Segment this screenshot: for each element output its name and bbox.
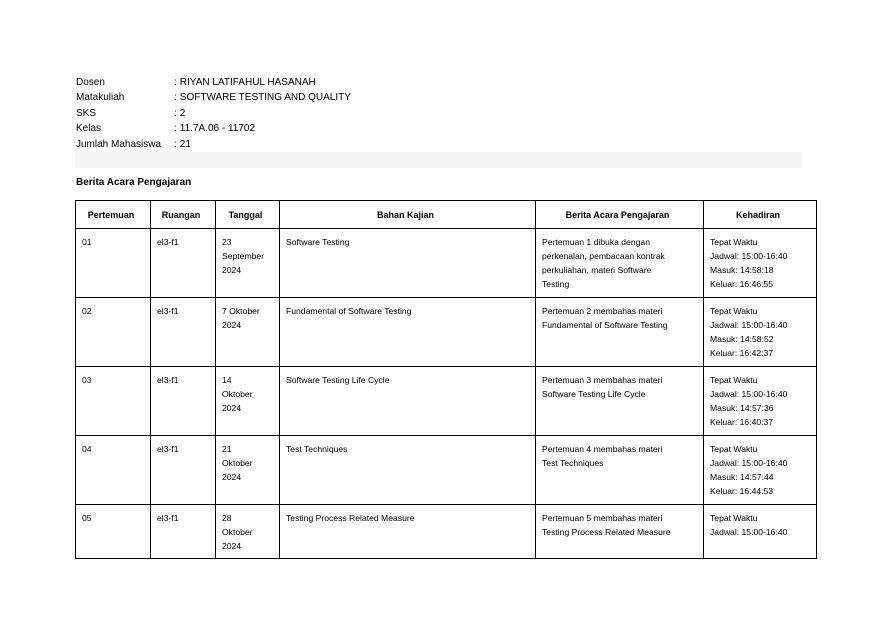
info-label: Matakuliah	[76, 92, 125, 104]
cell-line: Keluar: 16:44:53	[710, 486, 774, 496]
cell-line: 21	[222, 444, 232, 454]
cell-line: Tepat Waktu	[710, 375, 758, 385]
cell-line: Masuk: 14:57:44	[710, 472, 774, 482]
cell-line: Testing	[542, 279, 570, 289]
cell-line: 02	[82, 306, 92, 316]
cell-bahan-kajian	[280, 298, 536, 367]
cell-bahan-kajian	[280, 229, 536, 298]
cell-line: 2024	[222, 472, 242, 482]
info-row-kelas	[76, 121, 351, 136]
cell-pertemuan	[76, 367, 151, 436]
cell-line: 7 Oktober	[222, 306, 260, 316]
column-header-tanggal: Tanggal	[216, 201, 280, 229]
cell-line: 28	[222, 513, 232, 523]
cell-line: Keluar: 16:42:37	[710, 348, 774, 358]
cell-line: Oktober	[222, 527, 253, 537]
cell-kehadiran	[704, 229, 817, 298]
cell-line: Keluar: 16:40:37	[710, 417, 774, 427]
cell-kehadiran	[704, 436, 817, 505]
table-row	[76, 505, 817, 559]
info-row-sks	[76, 106, 351, 121]
cell-kehadiran	[704, 505, 817, 559]
table-row	[76, 436, 817, 505]
cell-line: Keluar: 16:46:55	[710, 279, 774, 289]
cell-berita-acara	[536, 367, 704, 436]
info-separator: :	[174, 138, 177, 150]
cell-line: 04	[82, 444, 92, 454]
cell-ruangan	[151, 298, 216, 367]
cell-pertemuan	[76, 436, 151, 505]
info-value: 11.7A.06 - 11702	[179, 123, 256, 135]
cell-line: Oktober	[222, 389, 253, 399]
info-value: RIYAN LATIFAHUL HASANAH	[179, 77, 316, 88]
cell-kehadiran	[704, 298, 817, 367]
cell-line: Pertemuan 1 dibuka dengan	[542, 237, 650, 247]
cell-line: 2024	[222, 320, 242, 330]
cell-line: perkenalan, pembacaan kontrak	[542, 251, 665, 261]
cell-berita-acara	[536, 298, 704, 367]
cell-line: Test Techniques	[286, 444, 348, 454]
info-row-matakuliah	[76, 90, 351, 105]
info-separator: :	[174, 92, 177, 104]
cell-line: Fundamental of Software Testing	[286, 306, 412, 316]
cell-line: Test Techniques	[542, 458, 604, 468]
cell-pertemuan	[76, 229, 151, 298]
cell-ruangan	[151, 229, 216, 298]
info-value: SOFTWARE TESTING AND QUALITY	[179, 92, 351, 104]
course-info	[76, 75, 351, 152]
cell-line: Testing Process Related Measure	[286, 513, 415, 523]
cell-line: 01	[82, 237, 92, 247]
cell-line: 23	[222, 237, 232, 247]
cell-tanggal	[216, 229, 280, 298]
column-header-kehadiran: Kehadiran	[704, 201, 817, 229]
cell-line: Jadwal: 15:00-16:40	[710, 389, 788, 399]
cell-tanggal	[216, 298, 280, 367]
info-separator: :	[174, 123, 177, 135]
info-label: Kelas	[76, 123, 102, 135]
cell-line: el3-f1	[157, 513, 179, 523]
cell-ruangan	[151, 436, 216, 505]
cell-bahan-kajian	[280, 367, 536, 436]
table-row	[76, 229, 817, 298]
section-divider-band	[75, 152, 803, 168]
cell-berita-acara	[536, 505, 704, 559]
cell-pertemuan	[76, 505, 151, 559]
info-label: SKS	[76, 107, 97, 119]
cell-line: Software Testing Life Cycle	[286, 375, 390, 385]
cell-ruangan	[151, 505, 216, 559]
table-body	[76, 229, 817, 559]
cell-tanggal	[216, 505, 280, 559]
info-label: Jumlah Mahasiswa	[76, 138, 162, 150]
cell-line: September	[222, 251, 265, 261]
table-header-row	[76, 201, 817, 229]
table-row	[76, 367, 817, 436]
cell-line: 03	[82, 375, 92, 385]
cell-line: el3-f1	[157, 444, 179, 454]
cell-line: Pertemuan 4 membahas materi	[542, 444, 663, 454]
cell-kehadiran	[704, 367, 817, 436]
cell-line: Pertemuan 2 membahas materi	[542, 306, 663, 316]
cell-line: 14	[222, 375, 232, 385]
info-label: Dosen	[76, 77, 105, 88]
cell-berita-acara	[536, 436, 704, 505]
cell-line: el3-f1	[157, 237, 179, 247]
cell-line: Pertemuan 3 membahas materi	[542, 375, 663, 385]
cell-line: Tepat Waktu	[710, 513, 758, 523]
cell-berita-acara	[536, 229, 704, 298]
cell-line: Pertemuan 5 membahas materi	[542, 513, 663, 523]
cell-line: Jadwal: 15:00-16:40	[710, 251, 788, 261]
cell-bahan-kajian	[280, 505, 536, 559]
cell-line: Jadwal: 15:00-16:40	[710, 320, 788, 330]
cell-line: 2024	[222, 265, 242, 275]
cell-line: Jadwal: 15:00-16:40	[710, 458, 788, 468]
cell-line: Masuk: 14:57:36	[710, 403, 774, 413]
cell-line: Oktober	[222, 458, 253, 468]
info-row-jumlah-mahasiswa	[76, 137, 351, 152]
cell-line: Testing Process Related Measure	[542, 527, 671, 537]
cell-line: Jadwal: 15:00-16:40	[710, 527, 788, 537]
cell-tanggal	[216, 436, 280, 505]
cell-pertemuan	[76, 298, 151, 367]
table-row	[76, 298, 817, 367]
cell-line: Tepat Waktu	[710, 237, 758, 247]
cell-tanggal	[216, 367, 280, 436]
section-title: Berita Acara Pengajaran	[76, 177, 192, 188]
info-value: 21	[179, 138, 191, 150]
info-separator: :	[174, 107, 177, 119]
cell-line: 2024	[222, 403, 242, 413]
cell-line: perkuliahan, materi Software	[542, 265, 652, 275]
cell-line: Software Testing Life Cycle	[542, 389, 646, 399]
info-separator: :	[174, 77, 177, 88]
cell-line: Tepat Waktu	[710, 444, 758, 454]
column-header-ruangan: Ruangan	[151, 201, 216, 229]
cell-line: Masuk: 14:58:18	[710, 265, 774, 275]
teaching-record-table	[75, 200, 817, 559]
column-header-berita-acara: Berita Acara Pengajaran	[536, 201, 704, 229]
info-value: 2	[179, 107, 186, 119]
column-header-bahan-kajian: Bahan Kajian	[280, 201, 536, 229]
cell-ruangan	[151, 367, 216, 436]
info-row-dosen	[76, 75, 351, 90]
cell-line: el3-f1	[157, 375, 179, 385]
cell-line: Fundamental of Software Testing	[542, 320, 668, 330]
cell-bahan-kajian	[280, 436, 536, 505]
cell-line: el3-f1	[157, 306, 179, 316]
cell-line: 2024	[222, 541, 242, 551]
cell-line: Masuk: 14:58:52	[710, 334, 774, 344]
cell-line: Software Testing	[286, 237, 350, 247]
cell-line: 05	[82, 513, 92, 523]
column-header-pertemuan: Pertemuan	[76, 201, 151, 229]
cell-line: Tepat Waktu	[710, 306, 758, 316]
